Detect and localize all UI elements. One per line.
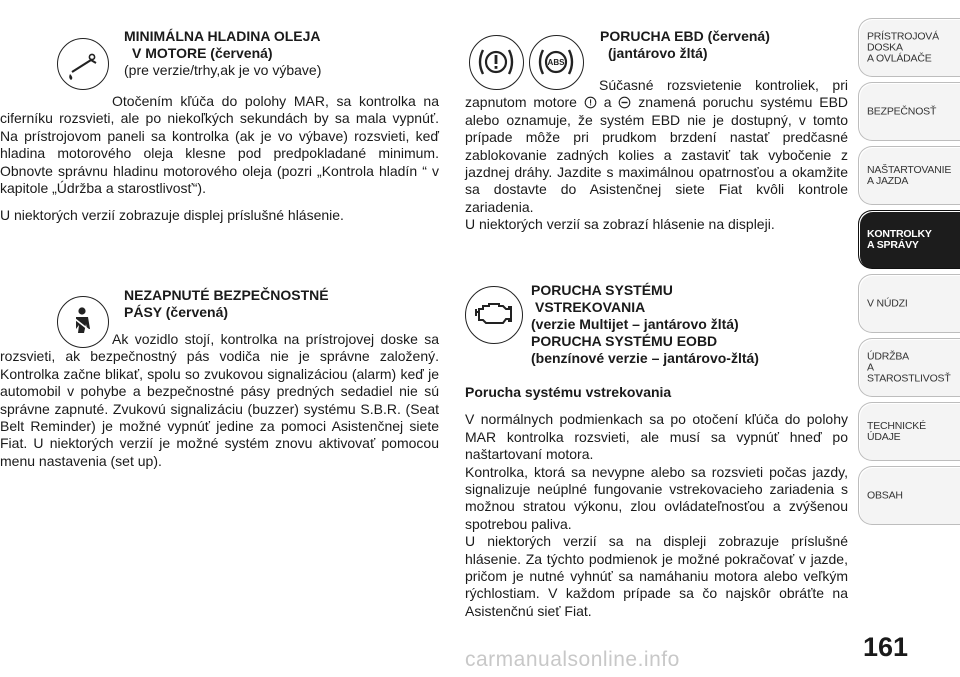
ebd-title-line2: (jantárovo žltá) [608, 45, 708, 61]
tab-technicke-udaje[interactable] [858, 402, 960, 461]
tab-udrzba[interactable] [858, 338, 960, 397]
belt-title-color: (červená) [161, 304, 229, 320]
tab-kontrolky-active[interactable] [858, 210, 960, 269]
tab-v-nudzi[interactable] [858, 274, 960, 333]
tab-label: V NÚDZI [867, 297, 908, 309]
watermark: carmanualsonline.info [465, 648, 680, 671]
ebd-title-line1: PORUCHA EBD (červená) [600, 28, 770, 44]
belt-paragraph-1: Ak vozidlo stojí, kontrolka na prístrojovej doske sa rozsvieti, ak bezpečnostný pás vodiča nie je správne založený. Kontrolka začne blikať, spolu so zvukovou signalizáciou (alarm) keď je automobil v pohybe a bezpečnostné pásy predných sedadiel nie sú správne zapnuté. Zvukovú signalizáciu (buzzer) systému S.B.R. (Seat Belt Reminder) je možné vypnúť jedine za pomoci Asistenčnej siete Fiat. U niektorých verzií je možné systém znovu aktivovať pomocou menu nastavenia (set up). [0, 331, 439, 469]
oil-subtitle: (pre verzie/trhy,ak je vo výbave) [124, 62, 322, 78]
chapter-tabs [858, 18, 960, 530]
oil-can-icon [58, 39, 107, 88]
engine-paragraph-3: U niektorých verzií sa na displeji zobrazuje príslušné hlásenie. Za týchto podmienok je možné pokračovať v jazde, pričom je nutné vyhnúť sa namáhaniu motora alebo veľkým rýchlostiam. V každom prípade sa čo najskôr obráťte na Asistenčnú sieť Fiat. [465, 533, 848, 619]
engine-title-line4: PORUCHA SYSTÉMU EOBD [531, 333, 718, 349]
engine-check-icon [466, 287, 521, 342]
ebd-paragraph-1-and: a [603, 94, 612, 111]
tab-label: BEZPEČNOSŤ [867, 105, 937, 117]
inline-brake-icon [584, 96, 597, 109]
engine-paragraph-1: V normálnych podmienkach sa po otočení kľúča do polohy MAR kontrolka rozsvieti, ale musí sa vypnúť hneď po naštartovaní motora. [465, 411, 848, 463]
tab-label: TECHNICKÉ ÚDAJE [867, 419, 926, 443]
oil-title-color: (červená) [206, 45, 273, 61]
tab-label: KONTROLKY A SPRÁVY [867, 227, 932, 251]
ebd-paragraph-1 [465, 77, 848, 216]
engine-title-line3: (verzie Multijet – jantárovo žltá) [531, 316, 739, 332]
oil-title-line2: V MOTORE [132, 45, 207, 61]
engine-warning-icon [465, 286, 523, 344]
tab-obsah[interactable] [858, 466, 960, 525]
engine-title-line5: (benzínové verzie – jantárovo-žltá) [531, 350, 759, 366]
ebd-body [465, 77, 848, 234]
tab-label: PRÍSTROJOVÁ DOSKA A OVLÁDAČE [867, 30, 939, 64]
abs-icon-label: ABS [547, 58, 565, 67]
oil-title-line1: MINIMÁLNA HLADINA OLEJA [124, 28, 321, 44]
tab-bezpecnost[interactable] [858, 82, 960, 141]
inline-abs-icon [618, 96, 631, 109]
ebd-heading [600, 28, 770, 62]
oil-body [0, 93, 439, 225]
belt-body [0, 331, 439, 470]
belt-heading [124, 287, 329, 321]
tab-label: NAŠTARTOVANIE A JAZDA [867, 163, 952, 187]
tab-label: ÚDRŽBA A STAROSTLIVOSŤ [867, 350, 951, 384]
ebd-paragraph-2: U niektorých verzií sa zobrazí hlásenie na displeji. [465, 216, 775, 233]
oil-paragraph-2: U niektorých verzií zobrazuje displej príslušné hlásenie. [0, 207, 344, 224]
page-number: 161 [863, 632, 909, 662]
engine-body [465, 384, 848, 620]
engine-title-line1: PORUCHA SYSTÉMU [531, 282, 673, 298]
oil-paragraph-1: Otočením kľúča do polohy MAR, sa kontrolka na ciferníku rozsvieti, ale po niekoľkých sekundách by sa mala vypnúť. Na prístrojovom paneli sa kontrolka (ak je vo výbave) rozsvieti, keď hladina motorového oleja klesne pod predpokladané minimum. Obnovte správnu hladinu motorového oleja (pozri „Kontrola hladín “ v kapitole „Údržba a starostlivosť“). [0, 93, 439, 197]
tab-pristrojova-doska[interactable] [858, 18, 960, 77]
oil-level-warning-icon [57, 38, 109, 90]
engine-subheading: Porucha systému vstrekovania [465, 384, 672, 400]
engine-paragraph-2: Kontrolka, ktorá sa nevypne alebo sa rozsvieti počas jazdy, signalizuje neúplné fungovanie vstrekovacieho zariadenia s možnou stratou výkonu, zlou ovládateľnosťou a zvýšenou spotrebou paliva. [465, 463, 848, 532]
belt-title-line1: NEZAPNUTÉ BEZPEČNOSTNÉ [124, 287, 329, 303]
tab-label: OBSAH [867, 489, 903, 501]
oil-heading [124, 28, 321, 79]
engine-heading [531, 282, 759, 367]
tab-nastartovanie[interactable] [858, 146, 960, 205]
belt-title-line2: PÁSY [124, 304, 162, 320]
ebd-paragraph-1-rest: znamená poruchu systému EBD alebo oznamuje, že systém EBD nie je dostupný, v tomto prípade môže pri prudkom brzdení nastať predčasné zablokovanie zadných kolies a zastaviť tak vybočenie z jazdnej dráhy. Jazdite s maximálnou opatrnosťou a okamžite sa dostavte do Asistenčnej siete Fiat kvôli kontrole zariadenia. [465, 94, 849, 215]
engine-title-line2: VSTREKOVANIA [535, 299, 646, 315]
ebd-paragraph-1-start: Súčasné rozsvietenie kontroliek, pri zapnutom motore [465, 77, 848, 111]
